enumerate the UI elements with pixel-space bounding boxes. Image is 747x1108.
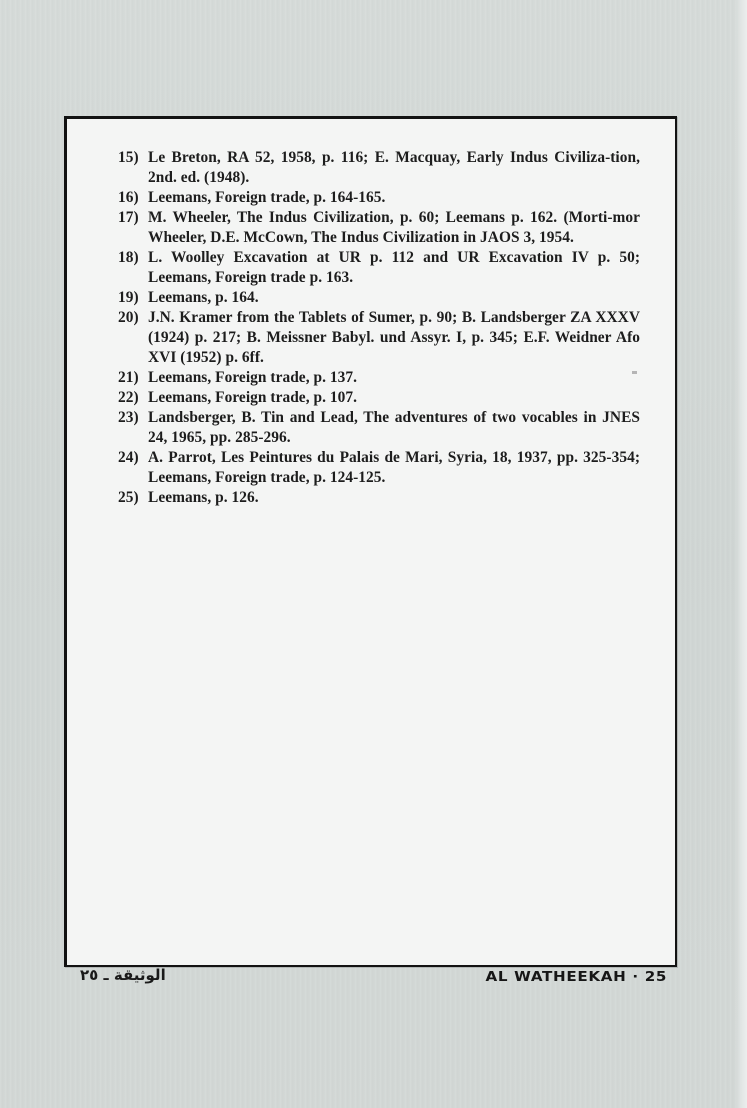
footnote-number: 20) — [118, 309, 139, 326]
footnote-text: M. Wheeler, The Indus Civilization, p. 60; Leemans p. 162. (Morti-mor Wheeler, D.E. McCown, The Indus Civilization in JAOS 3, 1954. — [148, 209, 640, 246]
footnotes-frame — [64, 116, 677, 967]
footnote-text: L. Woolley Excavation at UR p. 112 and UR Excavation IV p. 50; Leemans, Foreign trade p. 163. — [148, 249, 640, 286]
footnote-text: J.N. Kramer from the Tablets of Sumer, p. 90; B. Landsberger ZA XXXV (1924) p. 217; B. Meissner Babyl. und Assyr. I, p. 345; E.F. Weidner Afo XVI (1952) p. 6ff. — [148, 309, 640, 366]
footnote-16 — [118, 188, 640, 208]
footnote-text: Leemans, Foreign trade, p. 107. — [148, 389, 358, 406]
footnote-text: Le Breton, RA 52, 1958, p. 116; E. Macquay, Early Indus Civiliza-tion, 2nd. ed. (1948). — [148, 149, 640, 186]
page-edge — [735, 0, 747, 1108]
footnote-number: 24) — [118, 449, 139, 466]
footnote-19 — [118, 288, 640, 308]
footnote-number: 18) — [118, 249, 139, 266]
footnote-18 — [118, 248, 640, 288]
footnote-22 — [118, 388, 640, 408]
scan-artifact — [632, 371, 637, 374]
footnote-number: 23) — [118, 409, 139, 426]
footnote-24 — [118, 448, 640, 488]
footnote-number: 15) — [118, 149, 139, 166]
footnote-17 — [118, 208, 640, 248]
footnote-21 — [118, 368, 640, 388]
footnote-number: 16) — [118, 189, 139, 206]
footnote-number: 22) — [118, 389, 139, 406]
footnote-text: Leemans, p. 126. — [148, 489, 259, 506]
footnote-15 — [118, 148, 640, 188]
footnote-number: 19) — [118, 289, 139, 306]
footnote-20 — [118, 308, 640, 368]
footnote-number: 21) — [118, 369, 139, 386]
footnote-number: 17) — [118, 209, 139, 226]
footnote-23 — [118, 408, 640, 448]
footnote-text: Leemans, p. 164. — [148, 289, 259, 306]
footer-english-page-label: AL WATHEEKAH · 25 — [485, 969, 667, 985]
footnote-text: Leemans, Foreign trade, p. 164-165. — [148, 189, 386, 206]
footnotes-list — [118, 148, 640, 508]
footnote-25 — [118, 488, 640, 508]
footer-arabic-page-label: الوثيقة ـ ٢٥ — [80, 966, 166, 984]
footnote-text: A. Parrot, Les Peintures du Palais de Mari, Syria, 18, 1937, pp. 325-354; Leemans, Foreign trade, p. 124-125. — [148, 449, 640, 486]
footnote-text: Landsberger, B. Tin and Lead, The adventures of two vocables in JNES 24, 1965, pp. 285-296. — [148, 409, 640, 446]
footnote-number: 25) — [118, 489, 139, 506]
footnote-text: Leemans, Foreign trade, p. 137. — [148, 369, 358, 386]
